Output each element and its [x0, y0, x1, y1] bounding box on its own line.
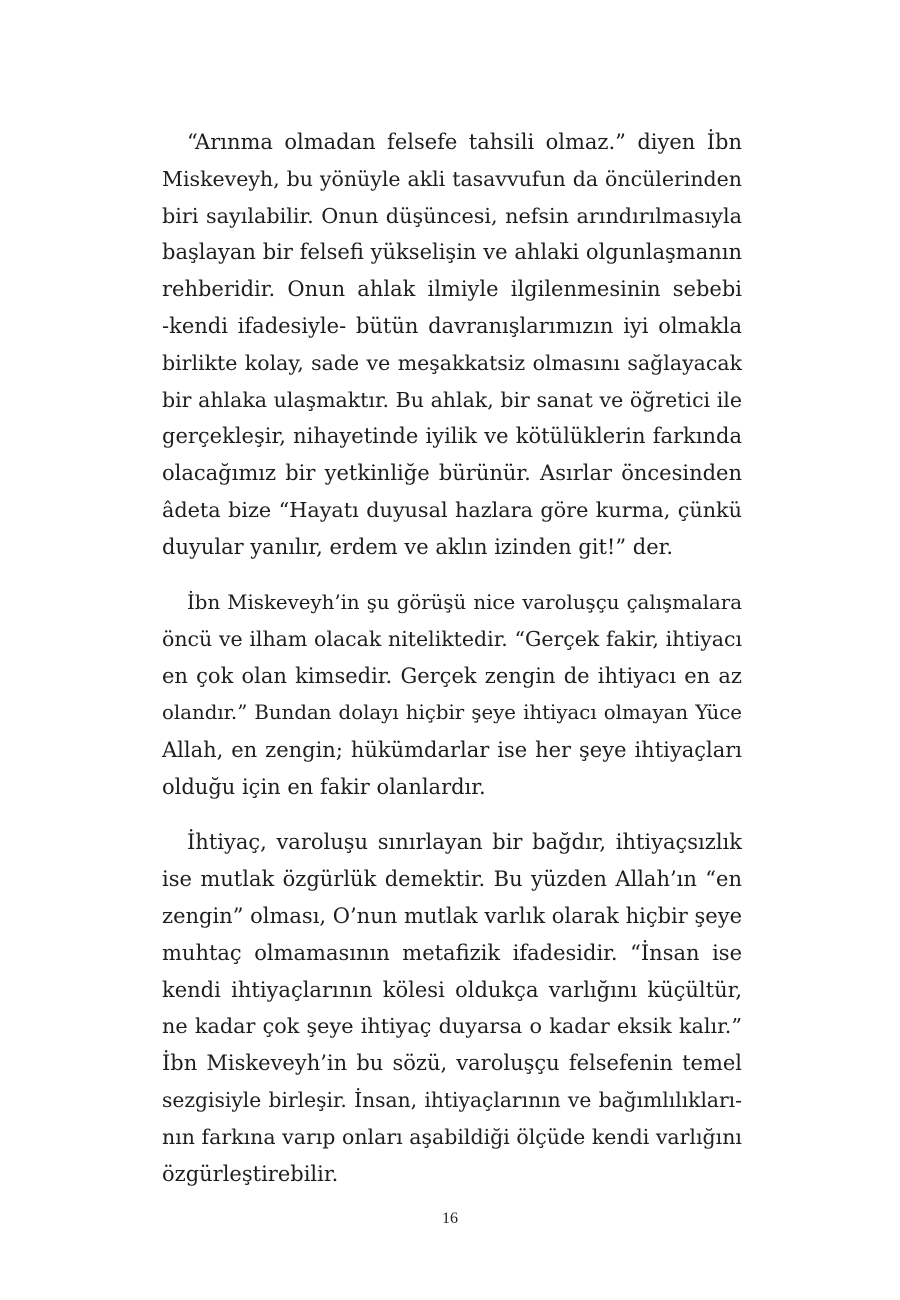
text-line: âdeta bize “Hayatı duyusal hazlara göre kurma, çünkü [162, 497, 742, 522]
paragraph-2 [162, 585, 742, 806]
text-line: zengin” olması, O’nun mutlak varlık olarak hiçbir şeye [162, 903, 742, 928]
paragraph-3 [162, 824, 742, 1192]
text-line: öncü ve ilham olacak niteliktedir. “Gerçek fakir, ihtiyacı [162, 627, 742, 652]
text-line: ne kadar çok şeye ihtiyaç duyarsa o kadar eksik kalır.” [162, 1014, 742, 1039]
body-text [162, 124, 742, 1211]
paragraph-1 [162, 124, 742, 566]
text-line: özgürleştirebilir. [162, 1161, 339, 1186]
text-line: olacağımız bir yetkinliğe bürünür. Asırlar öncesinden [162, 461, 742, 486]
text-line: “Arınma olmadan felsefe tahsili olmaz.” diyen İbn [187, 130, 742, 154]
text-line: birlikte kolay, sade ve meşakkatsiz olmasını sağlayacak [162, 350, 742, 375]
text-line: İbn Miskeveyh’in şu görüşü nice varoluşçu çalışmalara [187, 590, 742, 614]
text-line: duyular yanılır, erdem ve aklın izinden git!” der. [162, 534, 674, 559]
text-line: başlayan bir felsefi yükselişin ve ahlaki olgunlaşmanın [162, 240, 742, 265]
text-line: Miskeveyh, bu yönüyle akli tasavvufun da öncülerinden [162, 166, 742, 191]
text-line: olduğu için en fakir olanlardır. [162, 774, 486, 799]
page-number: 16 [442, 1210, 458, 1227]
text-line: Allah, en zengin; hükümdarlar ise her şeye ihtiyaçları [162, 737, 742, 762]
text-line: -kendi ifadesiyle- bütün davranışlarımızın iyi olmakla [162, 313, 742, 338]
text-line: nın farkına varıp onları aşabildiği ölçüde kendi varlığını [162, 1124, 742, 1149]
text-line: kendi ihtiyaçlarının kölesi oldukça varlığını küçültür, [162, 977, 742, 1002]
text-line: olandır.” Bundan dolayı hiçbir şeye ihtiyacı olmayan Yüce [162, 700, 742, 724]
text-line: gerçekleşir, nihayetinde iyilik ve kötülüklerin farkında [162, 424, 742, 449]
text-line: muhtaç olmamasının metafizik ifadesidir. “İnsan ise [162, 940, 742, 965]
text-line: ise mutlak özgürlük demektir. Bu yüzden Allah’ın “en [162, 867, 742, 892]
text-line: en çok olan kimsedir. Gerçek zengin de ihtiyacı en az [162, 664, 742, 689]
text-line: biri sayılabilir. Onun düşüncesi, nefsin arındırılmasıyla [162, 203, 742, 228]
text-line: sezgisiyle birleşir. İnsan, ihtiyaçlarının ve bağımlılıkları- [162, 1087, 742, 1112]
text-line: rehberidir. Onun ahlak ilmiyle ilgilenmesinin sebebi [162, 277, 742, 302]
text-line: İbn Miskeveyh’in bu sözü, varoluşçu felsefenin temel [162, 1051, 742, 1076]
text-line: bir ahlaka ulaşmaktır. Bu ahlak, bir sanat ve öğretici ile [162, 387, 742, 412]
text-line: İhtiyaç, varoluşu sınırlayan bir bağdır, ihtiyaçsızlık [187, 830, 742, 855]
